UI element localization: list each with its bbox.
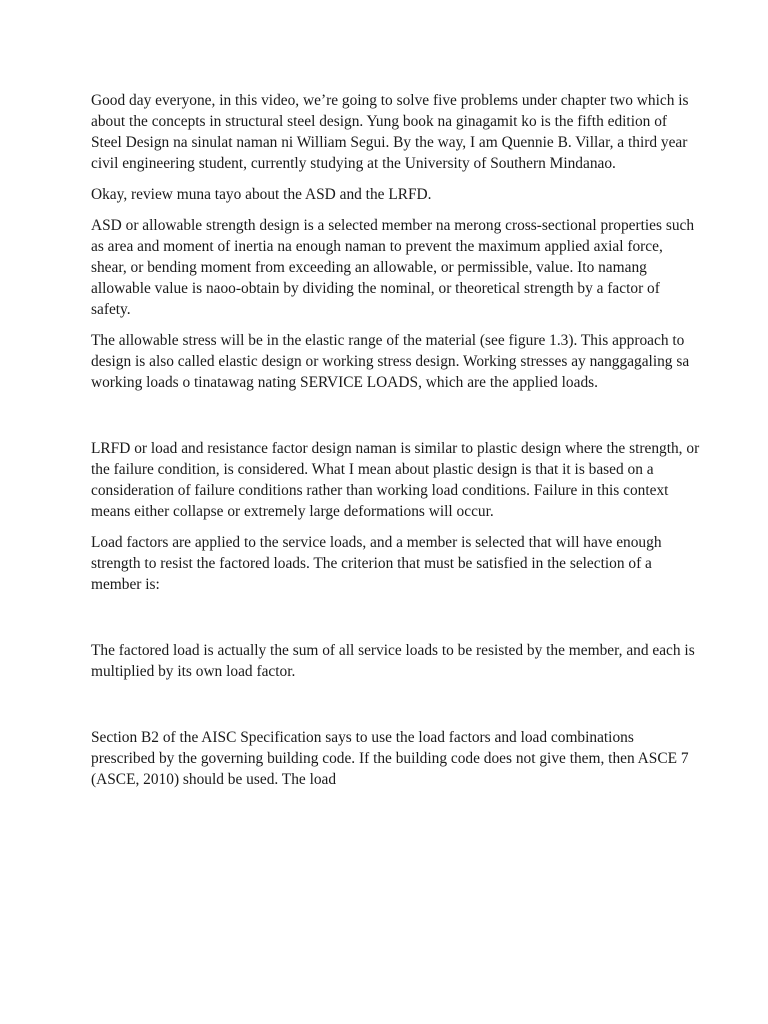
document-page [91,90,701,790]
paragraph-allowable-stress: The allowable stress will be in the elastic range of the material (see figure 1.3). This approach to design is also called elastic design or working stress design. Working stresses ay nanggagaling sa working loads o tinatawag nating SERVICE LOADS, which are the applied loads. [91,332,690,391]
paragraph-intro: Good day everyone, in this video, we’re going to solve five problems under chapter two which is about the concepts in structural steel design. Yung book na ginagamit ko is the fifth edition of Steel Design na sinulat naman ni William Segui. By the way, I am Quennie B. Villar, a third year civil engineering student, currently studying at the University of Southern Mindanao. [91,92,689,172]
paragraph-review: Okay, review muna tayo about the ASD and the LRFD. [91,186,432,203]
paragraph-factored-load: The factored load is actually the sum of all service loads to be resisted by the member, and each is multiplied by its own load factor. [91,642,695,680]
paragraph-lrfd: LRFD or load and resistance factor design naman is similar to plastic design where the strength, or the failure condition, is considered. What I mean about plastic design is that it is based on a consideration of failure conditions rather than working load conditions. Failure in this context means either collapse or extremely large deformations will occur. [91,440,700,520]
paragraph-section-b2: Section B2 of the AISC Specification says to use the load factors and load combinations prescribed by the governing building code. If the building code does not give them, then ASCE 7 (ASCE, 2010) should be used. The load [91,729,689,788]
paragraph-asd: ASD or allowable strength design is a selected member na merong cross-sectional properties such as area and moment of inertia na enough naman to prevent the maximum applied axial force, shear, or bending moment from exceeding an allowable, or permissible, value. Ito namang allowable value is naoo-obtain by dividing the nominal, or theoretical strength by a factor of safety. [91,217,695,318]
paragraph-load-factors: Load factors are applied to the service loads, and a member is selected that will have enough strength to resist the factored loads. The criterion that must be satisfied in the selection of a member is: [91,534,662,593]
